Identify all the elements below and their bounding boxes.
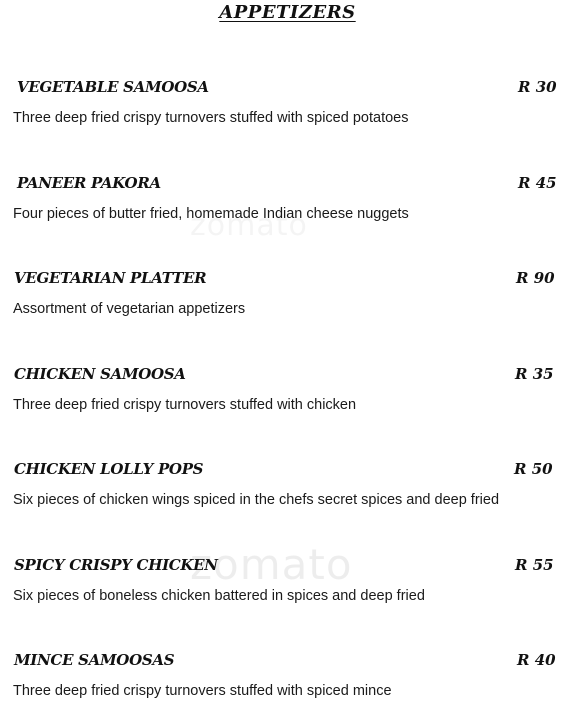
menu-item-description: Three deep fried crispy turnovers stuffed with spiced mince [13, 683, 392, 699]
menu-item-description: Assortment of vegetarian appetizers [13, 301, 246, 317]
menu-item-price: R 35 [515, 365, 554, 383]
menu-item-name: PANEER PAKORA [17, 174, 161, 192]
menu-item-price: R 50 [514, 460, 553, 478]
menu-item-name: MINCE SAMOOSAS [14, 651, 175, 669]
menu-item [0, 78, 575, 138]
menu-item [0, 365, 575, 425]
menu-item-price: R 30 [518, 78, 557, 96]
menu-item-description: Three deep fried crispy turnovers stuffed with chicken [13, 397, 357, 413]
menu-item [0, 269, 575, 329]
menu-item-price: R 40 [517, 651, 556, 669]
menu-item [0, 556, 575, 616]
menu-section-title: APPETIZERS [219, 2, 356, 23]
menu-item-description: Six pieces of chicken wings spiced in the chefs secret spices and deep fried [13, 492, 500, 508]
menu-item-name: SPICY CRISPY CHICKEN [14, 556, 218, 574]
menu-item-name: CHICKEN SAMOOSA [14, 365, 186, 383]
menu-item-name: VEGETARIAN PLATTER [14, 269, 207, 287]
menu-item [0, 651, 575, 711]
menu-item-price: R 55 [515, 556, 554, 574]
menu-item [0, 174, 575, 234]
menu-item-description: Six pieces of boneless chicken battered in spices and deep fried [13, 588, 425, 604]
menu-item-description: Three deep fried crispy turnovers stuffed with spiced potatoes [13, 110, 409, 126]
menu-item [0, 460, 575, 520]
menu-item-price: R 45 [518, 174, 557, 192]
menu-item-name: VEGETABLE SAMOOSA [17, 78, 209, 96]
menu-item-price: R 90 [516, 269, 555, 287]
watermark-logo: zomato [190, 540, 353, 589]
menu-item-description: Four pieces of butter fried, homemade Indian cheese nuggets [13, 206, 409, 222]
menu-item-name: CHICKEN LOLLY POPS [14, 460, 204, 478]
